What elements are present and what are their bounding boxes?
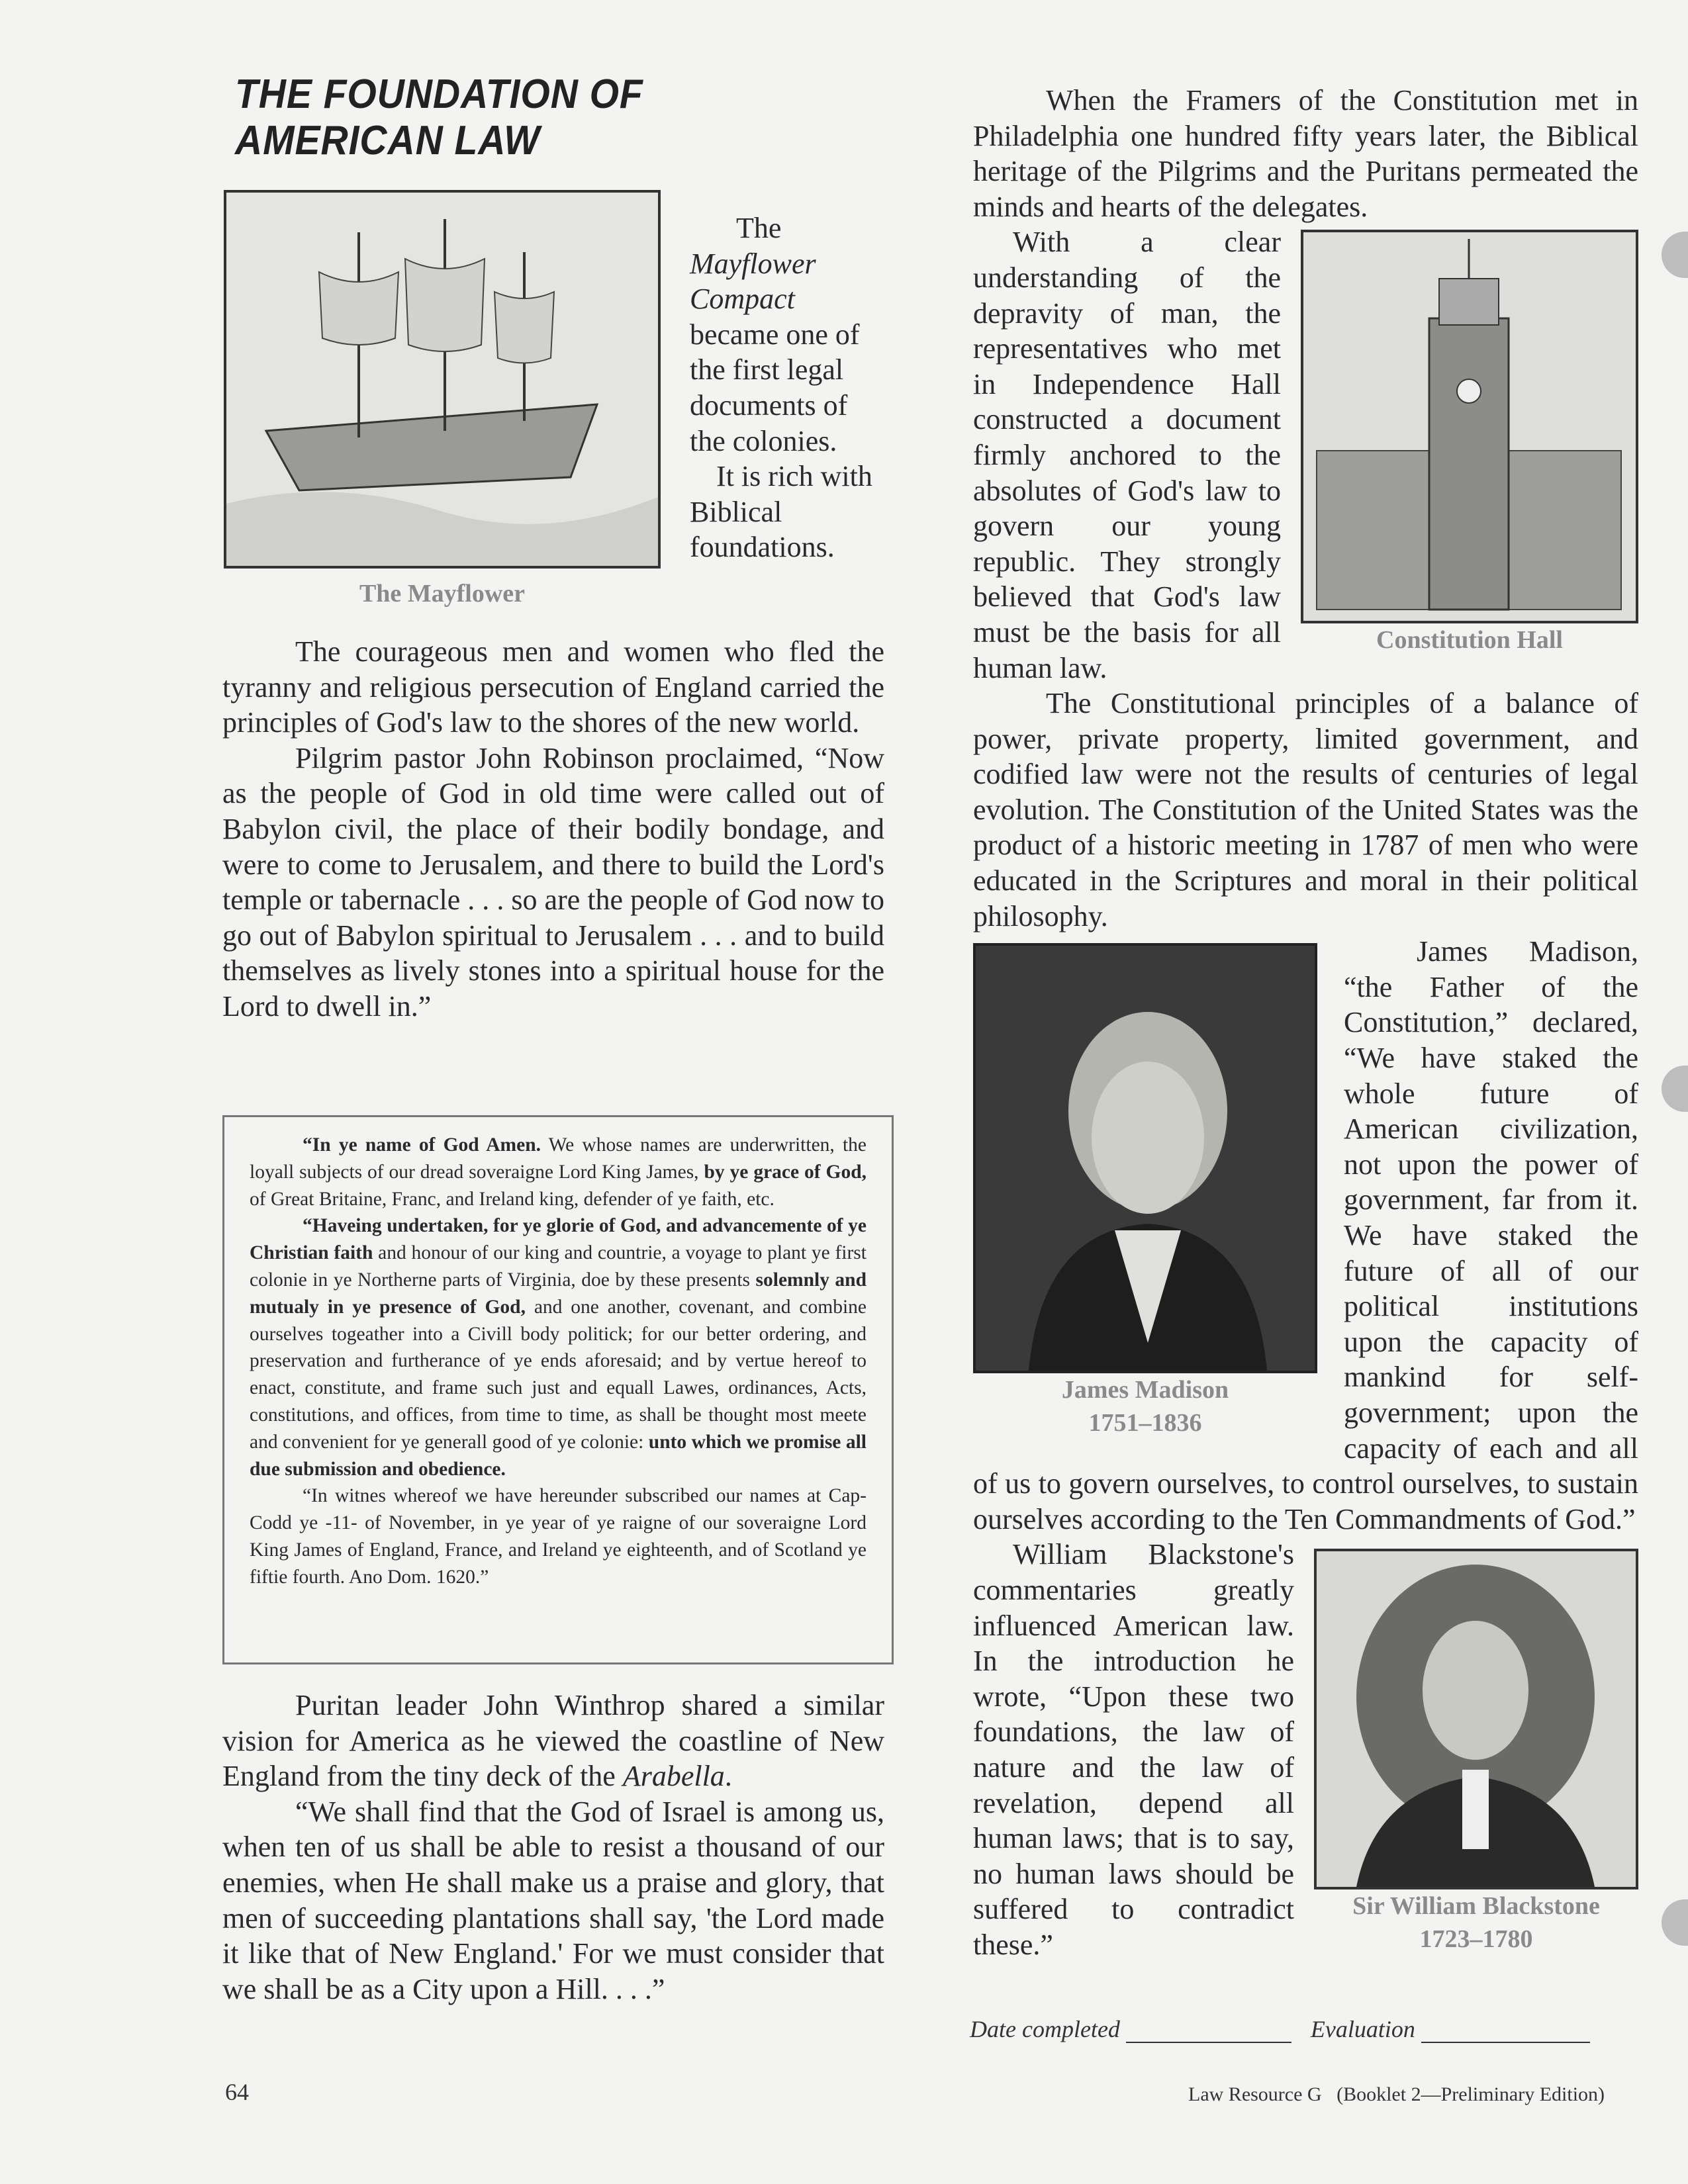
text: . (724, 1760, 732, 1793)
bold-text: unto which we promise all due submission and obedience. (250, 1431, 867, 1480)
page-number: 64 (225, 2079, 249, 2105)
title-line-1: THE FOUNDATION OF (235, 71, 643, 117)
binder-hole (1662, 232, 1688, 278)
binder-hole (1662, 1066, 1688, 1112)
paragraph: Pilgrim pastor John Robinson proclaimed, “Now as the people of God in old time were called out of Babylon civil, the place of their bodily bondage, and were to come to Jerusalem, and there to build the Lord's temple or tabernacle . . . so are the people of God now to go out of Babylon spiritual to Jerusalem . . . and to build themselves as lively stones into a spiritual house for the Lord to dwell in.” (222, 741, 884, 1023)
text: Puritan leader John Winthrop shared a similar vision for America as he viewed the coastline of New England from the tiny deck of the (222, 1689, 884, 1793)
blackstone-caption-years: 1723–1780 (1419, 1925, 1533, 1954)
page-title (235, 71, 643, 164)
madison-caption-years: 1751–1836 (1088, 1409, 1202, 1437)
mayflower-compact-quote-box (222, 1115, 894, 1664)
mayflower-side-text (690, 210, 888, 565)
hall-illustration-icon (1303, 232, 1636, 621)
portrait-icon (976, 946, 1315, 1371)
left-column-intro (222, 634, 884, 1024)
bold-text: solemnly and mutualy in ye presence of God, (250, 1269, 867, 1318)
date-completed-field[interactable] (1126, 2021, 1291, 2043)
bold-text: by ye grace of God, (704, 1161, 867, 1183)
blackstone-portrait (1314, 1549, 1638, 1889)
compact-rich-text: It is rich with Biblical foundations. (690, 460, 872, 564)
madison-figure (973, 943, 1317, 1439)
ship-name: Arabella (622, 1760, 725, 1793)
constitution-hall-figure (1301, 230, 1638, 657)
paragraph: James Madison, “the Father of the Constitution,” declared, “We have staked the whole future of American civilization, not upon the power of government, far from it. We have staked the future of all of our political institutions upon the capacity of mankind for self-government; upon the capacity of each and all of us to govern ourselves, to control ourselves, to sustain ourselves according to the Ten Commandments of God.” (973, 935, 1638, 1535)
bold-text: “Haveing undertaken, for ye glorie of God, and advancemente of ye Christian faith (250, 1215, 867, 1264)
completion-form (970, 2015, 1590, 2043)
text: and honour of our king and countrie, a voyage to plant ye first colonie in ye Northerne parts of Virginia, doe by these presents (250, 1242, 867, 1291)
title-line-2: AMERICAN LAW (235, 118, 540, 163)
text: of Great Britaine, Franc, and Ireland king, defender of ye faith, etc. (250, 1188, 774, 1210)
compact-paragraph-2 (250, 1212, 867, 1482)
evaluation-field[interactable] (1421, 2021, 1590, 2043)
madison-portrait (973, 943, 1317, 1373)
compact-intro (690, 210, 888, 459)
constitution-hall-caption: Constitution Hall (1376, 626, 1563, 655)
right-column (973, 83, 1638, 1962)
blackstone-figure (1314, 1549, 1638, 1956)
paragraph: The Constitutional principles of a balance of power, private property, limited government, and codified law were not the results of centuries of legal evolution. The Constitution of the United States was the product of a historic meeting in 1787 of men who were educated in the Scriptures and moral in their political philosophy. (973, 687, 1638, 933)
date-completed-label: Date completed (970, 2016, 1120, 2042)
paragraph: With a clear understanding of the depravity of man, the representatives who met in Independence Hall constructed a document firmly anchored to the absolutes of God's law to govern our young republic. They strongly believed that God's law must be the basis for all human law. (973, 226, 1281, 684)
text: and one another, covenant, and combine ourselves togeather into a Civill body politick; for our better ordering, and preservation and furtherance of ye ends aforesaid; and by vertue hereof to enact, constitute, and frame such just and equall Lawes, ordinances, Acts, constitutions, and offices, from time to time, as shall be thought most meete and convenient for ye generall good of ye colonie: (250, 1296, 867, 1453)
source-footer: Law Resource G (Booklet 2—Preliminary Edition) (1188, 2083, 1605, 2105)
intro-text-2: became one of the first legal documents of the colonies. (690, 318, 860, 457)
mayflower-image (224, 190, 661, 569)
intro-text: The (736, 212, 782, 244)
evaluation-label: Evaluation (1310, 2016, 1415, 2042)
compact-paragraph-3: “In witnes whereof we have hereunder subscribed our names at Cap-Codd ye -11- of November, in ye year of ye raigne of our soveraigne Lord King James of England, France, and Ireland ye eighteenth, and of Scotland ye fiftie fourth. Ano Dom. 1620.” (250, 1485, 867, 1588)
winthrop-section (222, 1688, 884, 2007)
constitution-hall-image (1301, 230, 1638, 623)
ship-illustration-icon (226, 193, 658, 566)
paragraph: William Blackstone's commentaries greatly influenced American law. In the introduction he wrote, “Upon these two foundations, the law of nature and the law of revelation, depend all human laws; that is to say, no human laws should be suffered to contradict these.” (973, 1538, 1294, 1961)
madison-caption-name: James Madison (1061, 1376, 1229, 1404)
portrait-icon (1317, 1551, 1636, 1887)
paragraph (222, 1688, 884, 1794)
blackstone-caption-name: Sir William Blackstone (1352, 1892, 1600, 1921)
paragraph: When the Framers of the Constitution met in Philadelphia one hundred fifty years later, the Biblical heritage of the Pilgrims and the Puritans permeated the minds and hearts of the delegates. (973, 84, 1638, 223)
text: We whose names are underwritten, the loyall subjects of our dread soveraigne Lord King James, (250, 1134, 867, 1183)
mayflower-caption: The Mayflower (359, 580, 526, 608)
bold-text: “In ye name of God Amen. (303, 1134, 541, 1156)
compact-paragraph-1 (250, 1132, 867, 1212)
paragraph: The courageous men and women who fled the tyranny and religious persecution of England carried the principles of God's law to the shores of the new world. (222, 635, 884, 739)
paragraph: “We shall find that the God of Israel is among us, when ten of us shall be able to resist a thousand of our enemies, when He shall make us a praise and glory, that men of succeeding plantations shall say, 'the Lord made it like that of New England.' For we must consider that we shall be as a City upon a Hill. . . .” (222, 1795, 884, 2005)
intro-italic: Mayflower Compact (690, 247, 816, 316)
binder-hole (1662, 1899, 1688, 1946)
